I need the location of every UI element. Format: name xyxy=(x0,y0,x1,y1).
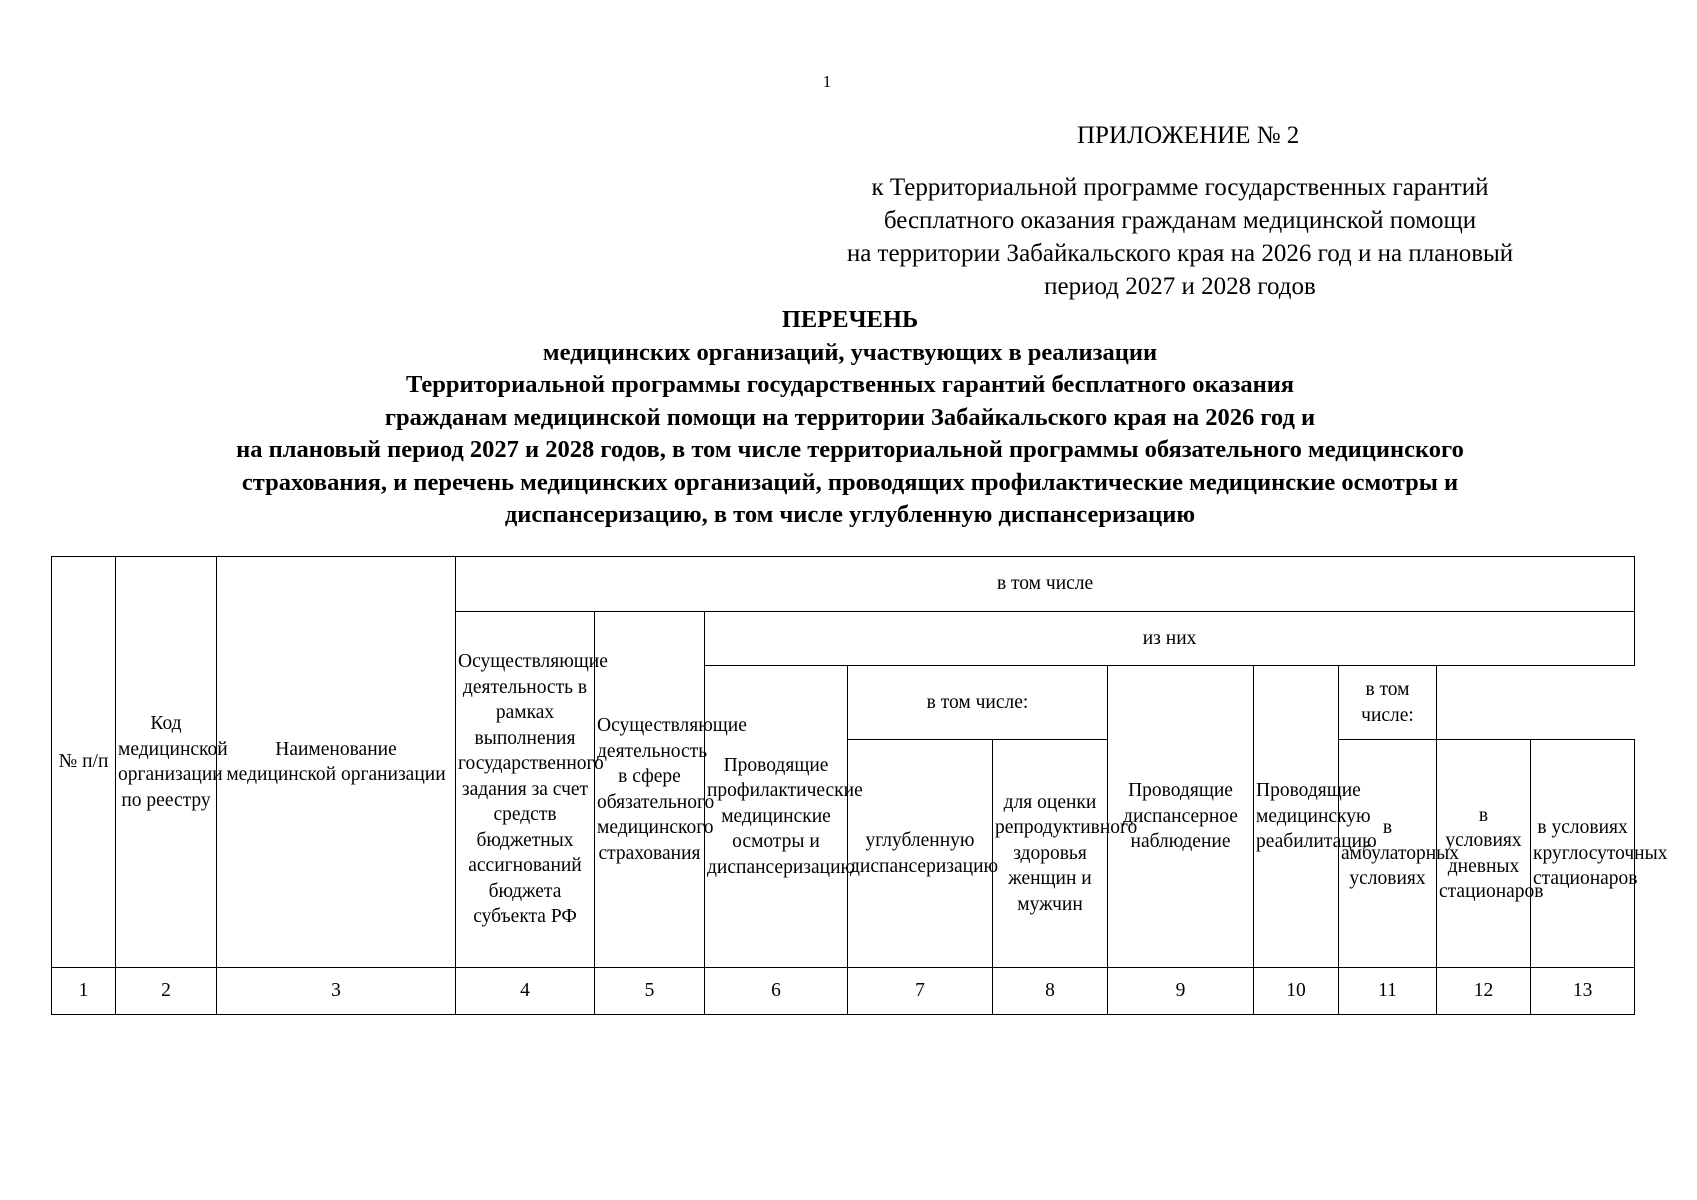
document-title-line: гражданам медицинской помощи на территории Забайкальского края на 2026 год и xyxy=(384,403,1316,431)
document-title-line: диспансеризацию, в том числе углубленную диспансеризацию xyxy=(504,501,1196,528)
header-reproductive-health: для оценки репродуктивного здоровья женщин и мужчин xyxy=(993,740,1108,968)
document-title-line: страхования, и перечень медицинских организаций, проводящих профилактические медицинские осмотры и xyxy=(241,468,1459,496)
header-group-of-them: из них xyxy=(705,612,1635,666)
column-number: 1 xyxy=(52,968,116,1015)
header-mandatory-insurance: Осуществляющие деятельность в сфере обязательного медицинского страхования xyxy=(595,612,705,968)
column-number: 13 xyxy=(1531,968,1635,1015)
document-heading: ПЕРЕЧЕНЬ xyxy=(781,306,919,333)
appendix-subtitle-line: период 2027 и 2028 годов xyxy=(1044,273,1316,300)
header-outpatient: в амбулаторных условиях xyxy=(1339,740,1437,968)
appendix-subtitle-line: бесплатного оказания гражданам медицинской помощи xyxy=(883,207,1477,234)
column-number: 11 xyxy=(1339,968,1437,1015)
column-number: 12 xyxy=(1437,968,1531,1015)
header-state-assignment: Осуществляющие деятельность в рамках выполнения государственного задания за счет средств бюджетных ассигнований бюджета субъекта РФ xyxy=(456,612,595,968)
document-title-line: медицинских организаций, участвующих в реализации xyxy=(542,338,1158,366)
appendix-subtitle-line: на территории Забайкальского края на 2026 год и на плановый xyxy=(846,240,1514,267)
column-number: 5 xyxy=(595,968,705,1015)
header-in-depth-dispensarization: углубленную диспансеризацию xyxy=(848,740,993,968)
header-group-including-colon-b: в том числе: xyxy=(1339,666,1437,740)
header-org-name: Наименование медицинской организации xyxy=(217,557,456,968)
header-row-number: № п/п xyxy=(52,557,116,968)
column-numbers-row xyxy=(52,968,1635,1015)
header-round-the-clock-hospital: в условиях круглосуточных стационаров xyxy=(1531,740,1635,968)
header-group-including-colon-a: в том числе: xyxy=(848,666,1108,740)
column-number: 7 xyxy=(848,968,993,1015)
header-group-including: в том числе xyxy=(456,557,1635,612)
organizations-table xyxy=(51,556,1668,1015)
page-number: 1 xyxy=(822,72,832,91)
header-dispensary-observation: Проводящие диспансерное наблюдение xyxy=(1108,666,1254,968)
appendix-subtitle-line: к Территориальной программе государственных гарантий xyxy=(871,174,1489,201)
header-empty-cell xyxy=(1437,666,1635,740)
appendix-title: ПРИЛОЖЕНИЕ № 2 xyxy=(1077,122,1300,149)
column-number: 6 xyxy=(705,968,848,1015)
header-medical-rehabilitation: Проводящие медицинскую реабилитацию xyxy=(1254,666,1339,968)
appendix-subtitle xyxy=(800,171,1560,303)
column-number: 3 xyxy=(217,968,456,1015)
header-preventive-exams: Проводящие профилактические медицинские осмотры и диспансеризацию xyxy=(705,666,848,968)
column-number: 4 xyxy=(456,968,595,1015)
column-number: 2 xyxy=(116,968,217,1015)
document-title xyxy=(90,304,1610,532)
column-number: 9 xyxy=(1108,968,1254,1015)
document-title-line: Территориальной программы государственных гарантий бесплатного оказания xyxy=(405,371,1295,398)
document-title-line: на плановый период 2027 и 2028 годов, в том числе территориальной программы обязательного медицинского xyxy=(236,436,1464,463)
header-day-hospital: в условиях дневных стационаров xyxy=(1437,740,1531,968)
column-number: 8 xyxy=(993,968,1108,1015)
header-org-code: Код медицинской организации по реестру xyxy=(116,557,217,968)
column-number: 10 xyxy=(1254,968,1339,1015)
